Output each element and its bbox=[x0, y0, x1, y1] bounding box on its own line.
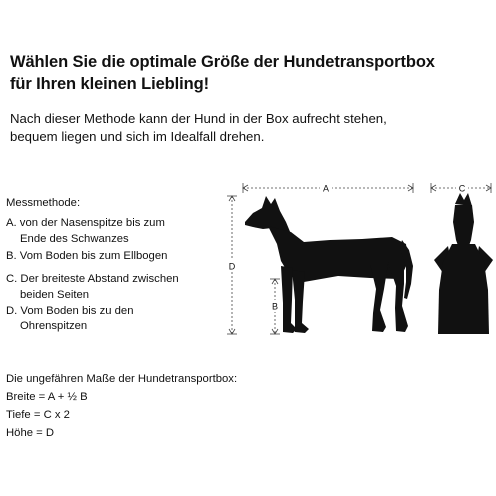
label-d: D bbox=[228, 261, 236, 272]
title-line-1: Wählen Sie die optimale Größe der Hundetransportbox bbox=[10, 53, 435, 71]
title-line-2: für Ihren kleinen Liebling! bbox=[10, 75, 209, 93]
method-d-line-1: D. Vom Boden bis zu den bbox=[6, 305, 134, 317]
dog-front-silhouette bbox=[434, 193, 493, 334]
intro-line-2: bequem liegen und sich im Idealfall drehen. bbox=[10, 129, 265, 144]
formula-width: Breite = A + ½ B bbox=[6, 391, 88, 403]
method-a-line-2: Ende des Schwanzes bbox=[20, 233, 129, 245]
formulas-heading: Die ungefähren Maße der Hundetransportbox: bbox=[6, 373, 238, 385]
method-a-line-1: A. von der Nasenspitze bis zum bbox=[6, 217, 165, 229]
intro-line-1: Nach dieser Methode kann der Hund in der Box aufrecht stehen, bbox=[10, 111, 387, 126]
label-a: A bbox=[322, 183, 330, 194]
label-c: C bbox=[458, 183, 466, 194]
formula-height: Höhe = D bbox=[6, 427, 55, 439]
method-c-line-2: beiden Seiten bbox=[20, 289, 90, 301]
dog-side-silhouette bbox=[245, 196, 413, 333]
method-c-line-1: C. Der breiteste Abstand zwischen bbox=[6, 273, 179, 285]
label-b: B bbox=[271, 301, 279, 312]
method-b-line-1: B. Vom Boden bis zum Ellbogen bbox=[6, 250, 168, 262]
formula-depth: Tiefe = C x 2 bbox=[6, 409, 70, 421]
method-d-line-2: Ohrenspitzen bbox=[20, 320, 88, 332]
method-heading: Messmethode: bbox=[6, 197, 81, 209]
